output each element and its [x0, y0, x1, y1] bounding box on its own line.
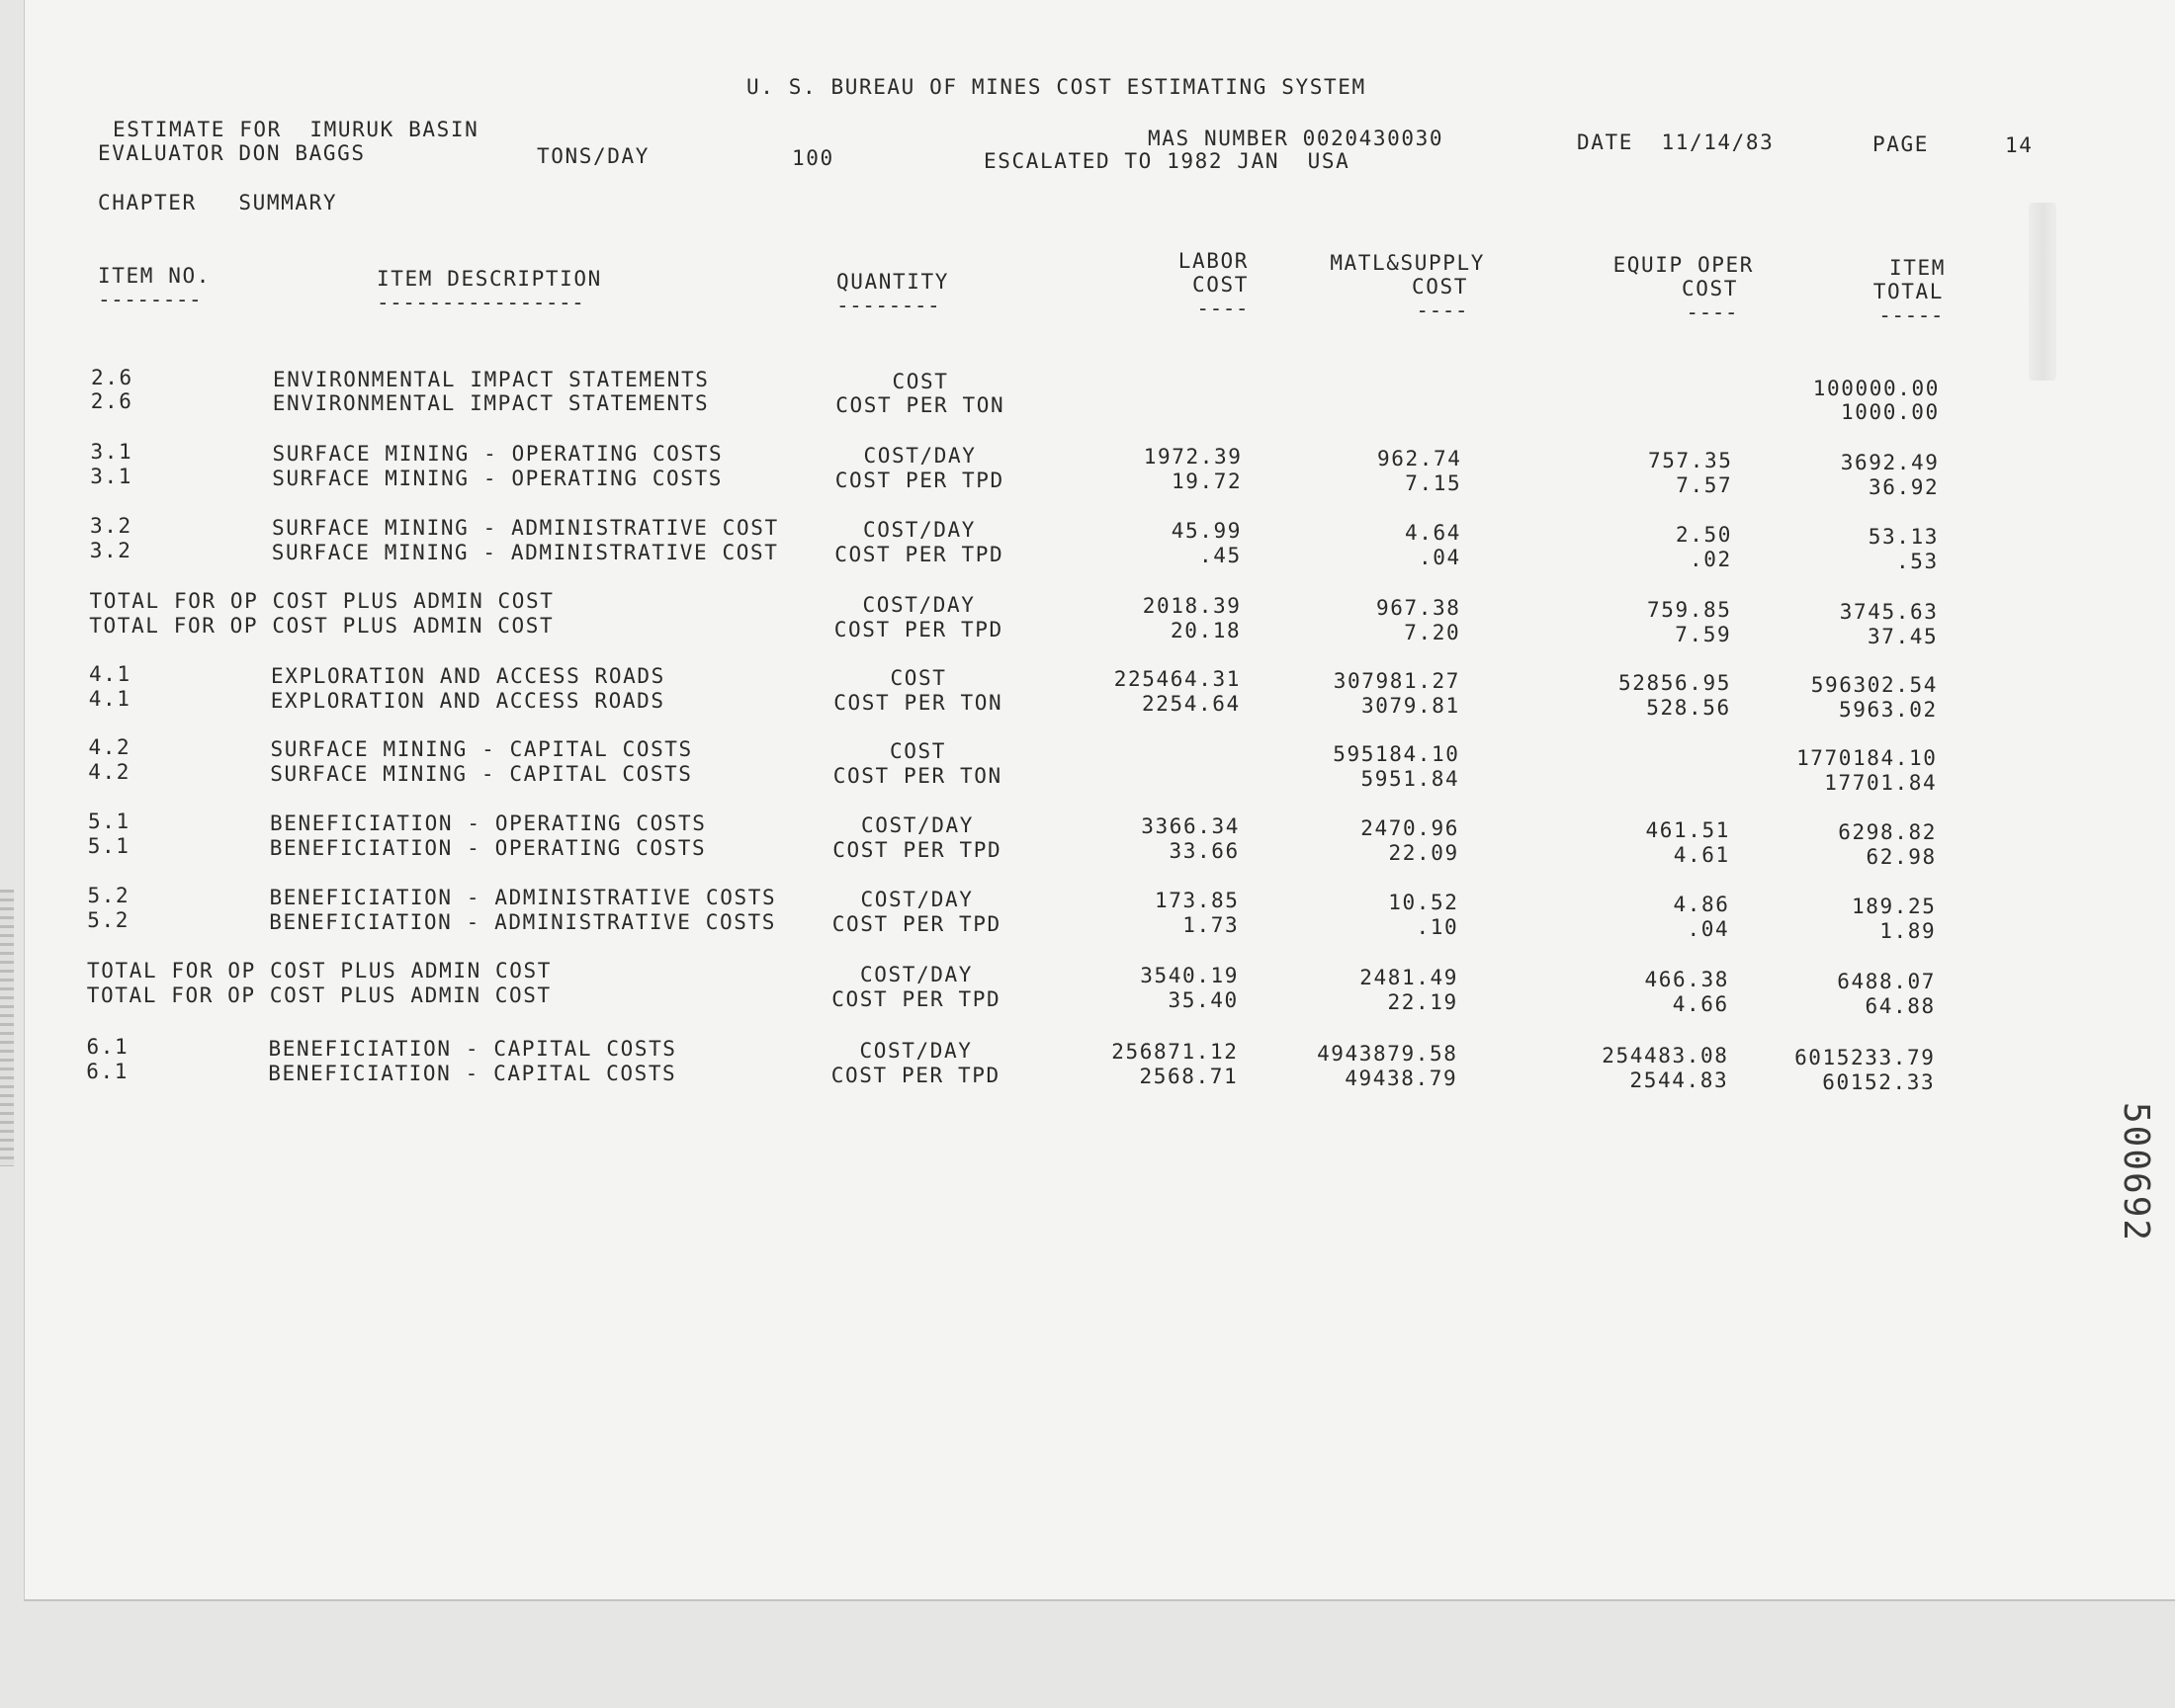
row-item-total: 37.45	[1868, 624, 1939, 648]
row-matl-supply-cost: 7.15	[1405, 471, 1462, 496]
column-header-total: TOTAL	[1872, 280, 1944, 303]
row-labor-cost: 3540.19	[1140, 964, 1239, 988]
row-quantity: COST PER TPD	[830, 1063, 1000, 1087]
row-matl-supply-cost: 2481.49	[1359, 966, 1458, 990]
row-item-no: 6.1	[86, 1035, 130, 1059]
row-description: BENEFICIATION - ADMINISTRATIVE COSTS	[269, 909, 777, 934]
row-quantity: COST/DAY	[862, 592, 976, 617]
row-labor-cost: 45.99	[1171, 519, 1242, 544]
row-item-total: 6488.07	[1837, 969, 1936, 993]
row-item-total: 1000.00	[1841, 399, 1940, 424]
column-rule-matl: ----	[1416, 299, 1468, 322]
row-item-no: TOTAL FOR OP COST PLUS ADMIN COST	[87, 959, 553, 982]
row-item-total: 60152.33	[1822, 1069, 1936, 1094]
row-item-no: 2.6	[91, 366, 133, 389]
row-item-no: 4.1	[89, 662, 131, 686]
column-header-description: ITEM DESCRIPTION	[377, 267, 602, 291]
row-quantity: COST PER TPD	[833, 617, 1003, 641]
row-equip-oper-cost: 52856.95	[1618, 671, 1731, 695]
row-labor-cost: 35.40	[1168, 988, 1239, 1013]
column-header-matl-cost: COST	[1412, 275, 1468, 299]
row-item-no: 4.2	[88, 735, 131, 759]
row-quantity: COST PER TON	[835, 392, 1005, 417]
row-description: BENEFICIATION - CAPITAL COSTS	[268, 1036, 677, 1061]
row-quantity: COST PER TON	[832, 763, 1002, 788]
row-item-no: TOTAL FOR OP COST PLUS ADMIN COST	[86, 983, 552, 1007]
row-matl-supply-cost: 7.20	[1404, 621, 1461, 645]
column-header-labor: LABOR	[1177, 249, 1249, 273]
row-description: EXPLORATION AND ACCESS ROADS	[270, 688, 665, 713]
row-matl-supply-cost: 2470.96	[1360, 816, 1459, 841]
row-description: SURFACE MINING - OPERATING COSTS	[272, 441, 724, 466]
row-labor-cost: .45	[1199, 544, 1242, 568]
row-item-total: 36.92	[1869, 474, 1940, 499]
document-title: U. S. BUREAU OF MINES COST ESTIMATING SYSTEM	[746, 75, 1366, 99]
column-rule-labor: ----	[1196, 297, 1249, 320]
row-labor-cost: 225464.31	[1113, 667, 1241, 692]
row-item-no: 5.2	[87, 908, 130, 932]
row-equip-oper-cost: 4.86	[1673, 893, 1730, 916]
column-header-quantity: QUANTITY	[836, 270, 949, 294]
column-header-equip: EQUIP OPER	[1612, 253, 1754, 277]
page-number: 14	[2005, 133, 2034, 157]
row-equip-oper-cost: 759.85	[1647, 598, 1732, 622]
row-equip-oper-cost: 466.38	[1644, 968, 1729, 991]
row-quantity: COST/DAY	[863, 443, 977, 468]
row-quantity: COST PER TPD	[831, 986, 1001, 1011]
row-equip-oper-cost: 757.35	[1648, 449, 1733, 472]
row-equip-oper-cost: 7.59	[1675, 623, 1732, 646]
row-description: SURFACE MINING - CAPITAL COSTS	[270, 736, 693, 761]
row-labor-cost: 1.73	[1182, 913, 1240, 938]
row-quantity: COST/DAY	[861, 812, 974, 837]
row-item-total: 3692.49	[1840, 450, 1940, 474]
row-matl-supply-cost: .04	[1419, 546, 1461, 570]
row-description: ENVIRONMENTAL IMPACT STATEMENTS	[273, 367, 710, 391]
row-matl-supply-cost: .10	[1416, 915, 1459, 940]
row-matl-supply-cost: 962.74	[1377, 447, 1462, 471]
row-item-no: 5.2	[87, 884, 130, 907]
row-labor-cost: 20.18	[1171, 619, 1242, 643]
row-quantity: COST PER TPD	[834, 542, 1004, 566]
row-description: BENEFICIATION - ADMINISTRATIVE COSTS	[269, 885, 777, 909]
row-quantity: COST PER TPD	[832, 837, 1002, 862]
row-item-no: 2.6	[90, 389, 133, 413]
row-equip-oper-cost: 461.51	[1645, 818, 1730, 842]
row-equip-oper-cost: 7.57	[1676, 473, 1733, 497]
row-item-total: 1770184.10	[1796, 745, 1938, 770]
column-rule-total: -----	[1878, 303, 1944, 327]
row-labor-cost: 2568.71	[1139, 1065, 1239, 1089]
tons-day-value: 100	[792, 146, 834, 170]
margin-stamp: 500692	[2116, 1102, 2156, 1243]
escalated-note: ESCALATED TO 1982 JAN USA	[984, 149, 1350, 173]
row-equip-oper-cost: 4.61	[1673, 843, 1730, 867]
row-item-no: 3.2	[89, 539, 132, 562]
row-matl-supply-cost: 307981.27	[1333, 669, 1460, 694]
row-labor-cost: 2018.39	[1142, 594, 1242, 619]
row-description: BENEFICIATION - OPERATING COSTS	[269, 835, 707, 860]
row-item-total: 596302.54	[1810, 672, 1938, 697]
mas-number: MAS NUMBER 0020430030	[1148, 127, 1444, 150]
row-matl-supply-cost: 49438.79	[1345, 1067, 1458, 1091]
row-quantity: COST/DAY	[860, 962, 973, 986]
row-item-no: TOTAL FOR OP COST PLUS ADMIN COST	[89, 614, 555, 638]
column-rule-description: ----------------	[377, 291, 585, 314]
row-item-total: 62.98	[1866, 844, 1937, 869]
row-item-total: 189.25	[1852, 894, 1937, 918]
chapter-label: CHAPTER SUMMARY	[98, 191, 338, 214]
report-date: DATE 11/14/83	[1577, 130, 1775, 154]
row-matl-supply-cost: 4943879.58	[1317, 1042, 1458, 1067]
row-item-no: 3.2	[90, 514, 132, 538]
row-item-total: 6298.82	[1838, 819, 1937, 844]
column-header-labor-cost: COST	[1192, 273, 1249, 297]
row-item-total: 53.13	[1868, 524, 1939, 549]
row-item-no: 4.1	[88, 687, 131, 711]
column-header-item-no: ITEM NO.	[98, 264, 211, 288]
row-item-no: TOTAL FOR OP COST PLUS ADMIN COST	[89, 589, 555, 613]
row-equip-oper-cost: 4.66	[1672, 992, 1729, 1016]
row-equip-oper-cost: 254483.08	[1602, 1044, 1729, 1068]
row-labor-cost: 33.66	[1169, 839, 1240, 864]
row-quantity: COST	[892, 369, 949, 393]
row-quantity: COST/DAY	[863, 517, 976, 542]
row-item-no: 5.1	[88, 810, 130, 833]
row-matl-supply-cost: 595184.10	[1333, 742, 1460, 767]
row-matl-supply-cost: 22.19	[1387, 990, 1458, 1015]
row-quantity: COST PER TON	[833, 690, 1003, 715]
column-rule-equip: ----	[1686, 300, 1738, 324]
row-matl-supply-cost: 3079.81	[1361, 694, 1460, 719]
row-description: SURFACE MINING - ADMINISTRATIVE COST	[272, 515, 779, 540]
row-description: BENEFICIATION - OPERATING COSTS	[270, 811, 707, 835]
column-header-item-total: ITEM	[1889, 256, 1946, 280]
row-item-total: 3745.63	[1839, 599, 1939, 624]
row-description: BENEFICIATION - CAPITAL COSTS	[268, 1061, 677, 1085]
row-equip-oper-cost: 528.56	[1646, 696, 1731, 720]
row-item-total: 17701.84	[1824, 770, 1938, 795]
row-matl-supply-cost: 4.64	[1405, 521, 1461, 546]
row-item-total: .53	[1896, 549, 1939, 573]
row-item-no: 4.2	[88, 760, 130, 784]
estimate-for: ESTIMATE FOR IMURUK BASIN	[113, 118, 479, 141]
row-equip-oper-cost: 2.50	[1676, 523, 1732, 547]
row-item-no: 3.1	[90, 465, 132, 488]
column-rule-quantity: --------	[836, 294, 941, 317]
row-description: SURFACE MINING - OPERATING COSTS	[272, 466, 724, 490]
row-description: EXPLORATION AND ACCESS ROADS	[271, 663, 665, 688]
row-description: ENVIRONMENTAL IMPACT STATEMENTS	[272, 390, 710, 415]
row-quantity: COST	[890, 665, 947, 690]
row-labor-cost: 19.72	[1172, 470, 1243, 494]
row-labor-cost: 173.85	[1155, 889, 1240, 913]
row-matl-supply-cost: 10.52	[1388, 891, 1459, 915]
page-label: PAGE	[1872, 132, 1929, 156]
row-labor-cost: 256871.12	[1111, 1040, 1239, 1065]
column-header-matl: MATL&SUPPLY	[1330, 251, 1485, 275]
row-quantity: COST PER TPD	[834, 468, 1004, 492]
row-item-total: 64.88	[1865, 993, 1936, 1018]
row-matl-supply-cost: 967.38	[1376, 596, 1461, 621]
evaluator: EVALUATOR DON BAGGS	[98, 141, 366, 165]
row-item-total: 1.89	[1879, 918, 1937, 943]
column-header-equip-cost: COST	[1682, 277, 1738, 300]
row-item-no: 6.1	[86, 1060, 129, 1083]
row-labor-cost: 1972.39	[1143, 445, 1243, 470]
row-description: SURFACE MINING - CAPITAL COSTS	[270, 761, 693, 786]
row-item-total: 6015233.79	[1794, 1045, 1936, 1069]
tons-day-label: TONS/DAY	[537, 144, 650, 168]
row-equip-oper-cost: 2544.83	[1629, 1068, 1729, 1092]
row-item-total: 100000.00	[1812, 376, 1940, 400]
row-equip-oper-cost: .02	[1690, 548, 1732, 571]
row-labor-cost: 3366.34	[1141, 814, 1240, 839]
row-equip-oper-cost: .04	[1687, 917, 1730, 941]
row-item-no: 3.1	[90, 440, 133, 464]
row-matl-supply-cost: 22.09	[1388, 841, 1459, 866]
row-matl-supply-cost: 5951.84	[1360, 767, 1460, 792]
row-description: SURFACE MINING - ADMINISTRATIVE COST	[271, 540, 779, 564]
row-item-no: 5.1	[87, 834, 130, 858]
row-quantity: COST/DAY	[860, 887, 974, 911]
row-labor-cost: 2254.64	[1142, 692, 1241, 717]
row-quantity: COST/DAY	[859, 1038, 973, 1063]
row-quantity: COST	[890, 738, 946, 763]
row-quantity: COST PER TPD	[831, 911, 1001, 936]
row-item-total: 5963.02	[1839, 697, 1938, 722]
column-rule-item-no: --------	[98, 288, 203, 311]
